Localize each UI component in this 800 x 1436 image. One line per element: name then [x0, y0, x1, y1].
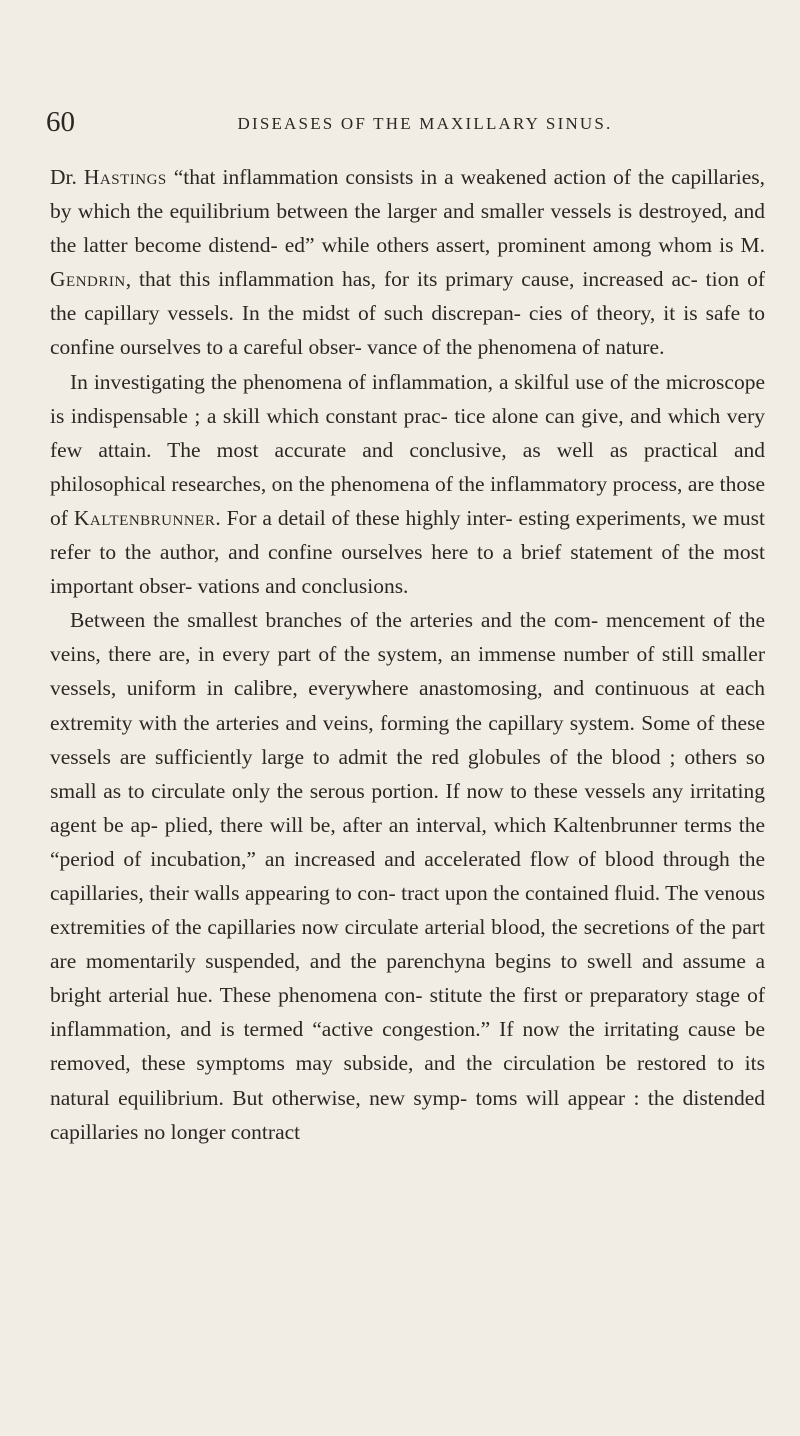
paragraph-1 — [50, 160, 765, 365]
paragraph-1-lead: Dr. — [50, 165, 84, 189]
page-number: 60 — [46, 106, 75, 138]
paragraph-3-text: Between the smallest branches of the arteries and the com- mencement of the veins, there are, in every part of the system, an immense number of still smaller vessels, uniform in calibre, everywhere anastomosing, and continuous at each extremity with the arteries and veins, forming the capillary system. Some of these vessels are sufficiently large to admit the red globules of the blood ; others so small as to circulate only the serous portion. If now to these vessels any irritating agent be ap- plied, there will be, after an interval, which Kaltenbrunner terms the “period of incubation,” an increased and accelerated flow of blood through the capillaries, their walls appearing to con- tract upon the contained fluid. The venous extremities of the capillaries now circulate arterial blood, the secretions of the part are momentarily suspended, and the parenchyna begins to swell and assume a bright arterial hue. These phenomena con- stitute the first or preparatory stage of inflammation, and is termed “active congestion.” If now the irritating cause be removed, these symptoms may subside, and the circulation be restored to its natural equilibrium. But otherwise, new symp- toms will appear : the distended capillaries no longer contract — [50, 608, 765, 1144]
body-text — [50, 160, 765, 1149]
author-name-hastings: Hastings — [83, 165, 167, 189]
running-title: DISEASES OF THE MAXILLARY SINUS. — [237, 114, 613, 133]
author-name-kaltenbrunner: Kaltenbrunner — [73, 505, 216, 530]
running-head — [46, 104, 758, 140]
author-name-gendrin: Gendrin — [50, 267, 126, 292]
paragraph-2-text-a: In investigating the phenomena of inflammation, a skilful use of the microscope is indispensable ; a skill which constant prac- tice alone can give, and which very few attain. The most accurate and conclusive, as well as practical and philosophical researches, on the phenomena of the inflammatory process, are those of — [50, 369, 765, 530]
paragraph-1-text-a: “that inflammation consists in a weakened action of the capillaries, by which the equilibrium between the larger and smaller vessels is destroyed, and the latter become distend- ed” while others assert, prominent among whom is M. — [50, 165, 765, 258]
paragraph-3 — [50, 603, 765, 1149]
paragraph-2 — [50, 365, 765, 604]
paragraph-2-text-b: . For a detail of these highly inter- esting experiments, we must refer to the author, and confine ourselves here to a brief statement of the most important obser- vations and conclusions. — [50, 505, 765, 599]
paragraph-1-text-b: , that this inflammation has, for its primary cause, increased ac- tion of the capillary vessels. In the midst of such discrepan- cies of theory, it is safe to confine ourselves to a careful obser- vance of the phenomena of nature. — [50, 267, 765, 360]
